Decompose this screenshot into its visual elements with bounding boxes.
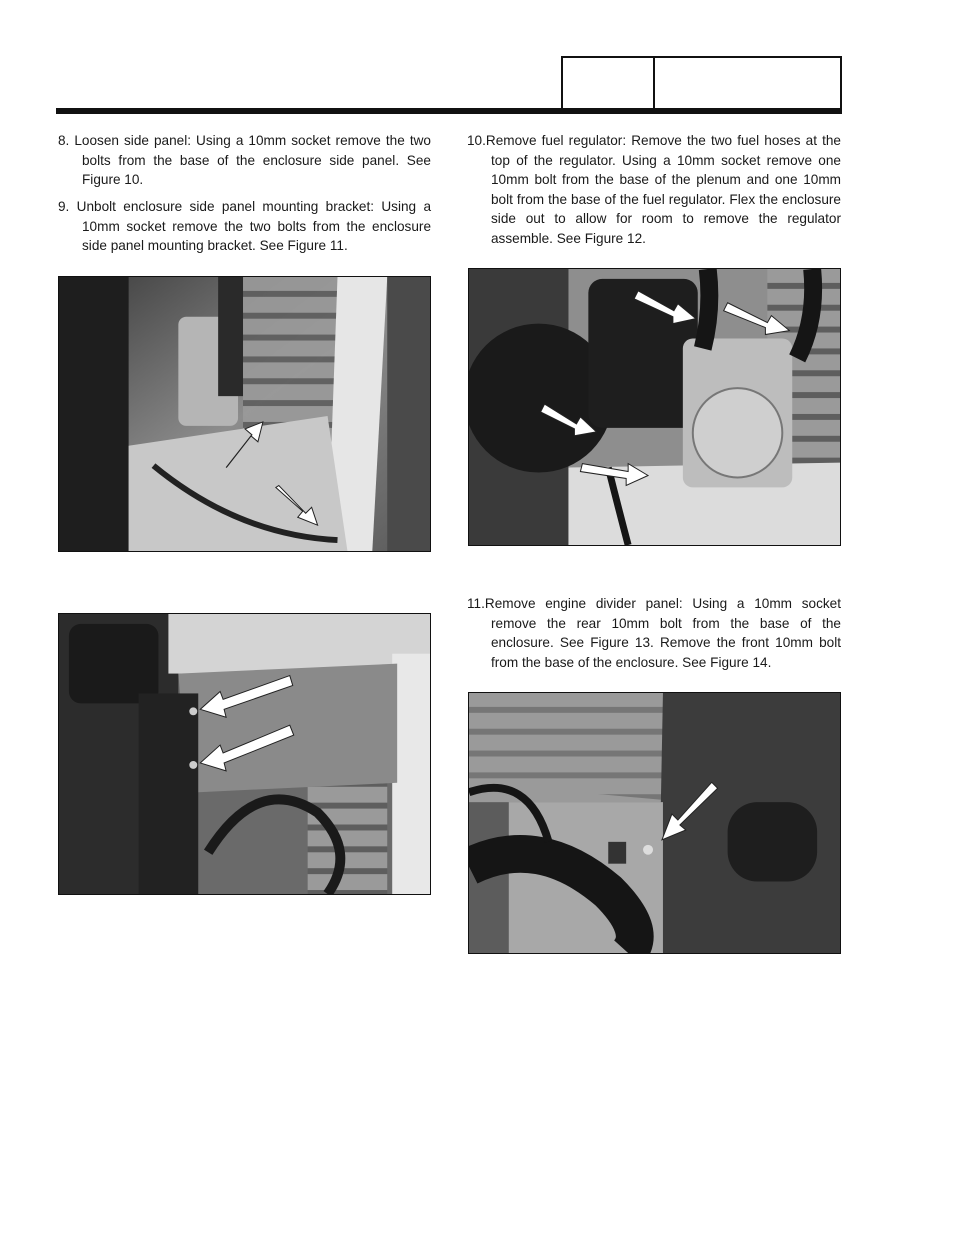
- figure-13-photo: [468, 692, 841, 954]
- header-box-left: [561, 56, 655, 110]
- header-rule: [56, 108, 842, 114]
- header-box-right: [653, 56, 842, 110]
- step-8-text: 8. Loosen side panel: Using a 10mm socket remove the two bolts from the base of the enclosure side panel. See Figure 10.: [58, 133, 431, 188]
- step-9-text: 9. Unbolt enclosure side panel mounting bracket: Using a 10mm socket remove the two bolts from the enclosure side panel mounting bracket. See Figure 11.: [58, 199, 431, 254]
- figure-10-photo: [58, 276, 431, 552]
- figure-11-photo: [58, 613, 431, 895]
- step-10-text: 10.Remove fuel regulator: Remove the two fuel hoses at the top of the regulator. Using a 10mm socket remove one 10mm bolt from the base of the plenum and one 10mm bolt from the base of the fuel regulator. Flex the enclosure side out to allow for room to remove the regulator assemble. See Figure 12.: [467, 133, 841, 246]
- step-11-text: 11.Remove engine divider panel: Using a 10mm socket remove the rear 10mm bolt from the base of the enclosure. See Figure 13. Remove the front 10mm bolt from the base of the enclosure. See Figure 14.: [467, 596, 841, 670]
- figure-12-photo: [468, 268, 841, 546]
